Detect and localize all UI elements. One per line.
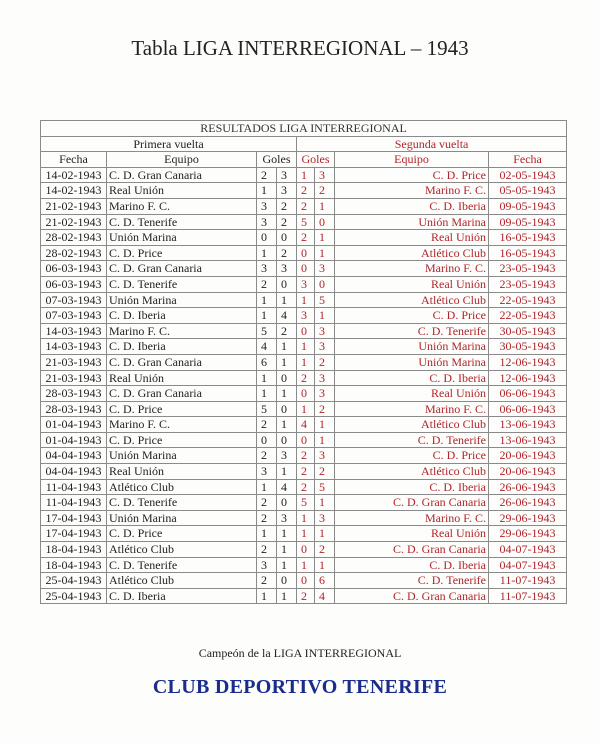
second-round-date: 13-06-1943 [489,432,567,448]
second-round-goals-home: 1 [297,354,315,370]
first-round-date: 28-03-1943 [41,386,107,402]
second-round-date: 06-06-1943 [489,386,567,402]
first-round-date: 18-04-1943 [41,557,107,573]
first-round-header: Primera vuelta [41,136,297,152]
first-round-goals-away: 4 [277,308,297,324]
first-round-goals-away: 3 [277,183,297,199]
first-round-goals-home: 5 [257,401,277,417]
champion-name: CLUB DEPORTIVO TENERIFE [152,676,448,698]
second-round-goals-home: 2 [297,588,315,604]
second-round-goals-home: 1 [297,557,315,573]
col-date-first: Fecha [41,152,107,168]
first-round-goals-away: 0 [277,432,297,448]
second-round-goals-home: 0 [297,542,315,558]
second-round-date: 09-05-1943 [489,214,567,230]
first-round-goals-home: 1 [257,245,277,261]
first-round-goals-away: 0 [277,370,297,386]
second-round-goals-away: 1 [315,198,335,214]
first-round-goals-home: 1 [257,308,277,324]
first-round-goals-away: 3 [277,167,297,183]
first-round-team: Real Unión [107,464,257,480]
first-round-goals-away: 0 [277,495,297,511]
first-round-goals-home: 2 [257,276,277,292]
first-round-team: Marino F. C. [107,198,257,214]
second-round-team: Atlético Club [335,417,489,433]
first-round-team: Atlético Club [107,542,257,558]
first-round-date: 17-04-1943 [41,510,107,526]
second-round-goals-away: 3 [315,261,335,277]
first-round-date: 04-04-1943 [41,448,107,464]
table-row [41,573,567,589]
second-round-date: 26-06-1943 [489,479,567,495]
first-round-goals-away: 3 [277,261,297,277]
first-round-team: C. D. Iberia [107,308,257,324]
first-round-goals-away: 3 [277,448,297,464]
first-round-team: Atlético Club [107,573,257,589]
second-round-date: 12-06-1943 [489,354,567,370]
first-round-goals-home: 1 [257,292,277,308]
first-round-goals-away: 0 [277,573,297,589]
second-round-goals-away: 1 [315,308,335,324]
second-round-goals-away: 2 [315,464,335,480]
second-round-team: Marino F. C. [335,510,489,526]
first-round-team: Real Unión [107,183,257,199]
second-round-team: Marino F. C. [335,401,489,417]
table-row [41,588,567,604]
first-round-goals-away: 2 [277,214,297,230]
table-row [41,167,567,183]
second-round-goals-away: 1 [315,245,335,261]
second-round-goals-home: 0 [297,386,315,402]
second-round-team: Atlético Club [335,245,489,261]
first-round-goals-away: 1 [277,464,297,480]
second-round-goals-home: 2 [297,183,315,199]
second-round-team: C. D. Iberia [335,479,489,495]
second-round-date: 22-05-1943 [489,292,567,308]
first-round-goals-home: 2 [257,573,277,589]
second-round-team: C. D. Tenerife [335,323,489,339]
second-round-date: 11-07-1943 [489,573,567,589]
second-round-date: 30-05-1943 [489,339,567,355]
first-round-date: 28-02-1943 [41,230,107,246]
second-round-date: 06-06-1943 [489,401,567,417]
first-round-date: 06-03-1943 [41,276,107,292]
second-round-goals-home: 1 [297,526,315,542]
table-row [41,557,567,573]
table-row [41,183,567,199]
first-round-goals-home: 2 [257,167,277,183]
first-round-date: 01-04-1943 [41,432,107,448]
first-round-goals-home: 2 [257,448,277,464]
first-round-team: C. D. Tenerife [107,214,257,230]
first-round-goals-away: 1 [277,417,297,433]
first-round-date: 06-03-1943 [41,261,107,277]
second-round-team: Marino F. C. [335,183,489,199]
second-round-team: Marino F. C. [335,261,489,277]
first-round-team: C. D. Tenerife [107,495,257,511]
second-round-goals-away: 2 [315,354,335,370]
second-round-goals-home: 5 [297,495,315,511]
first-round-goals-away: 0 [277,230,297,246]
second-round-goals-home: 1 [297,401,315,417]
first-round-date: 28-02-1943 [41,245,107,261]
first-round-team: C. D. Gran Canaria [107,386,257,402]
second-round-goals-away: 3 [315,323,335,339]
second-round-team: C. D. Tenerife [335,573,489,589]
second-round-team: C. D. Gran Canaria [335,495,489,511]
second-round-goals-away: 2 [315,183,335,199]
first-round-goals-away: 2 [277,245,297,261]
first-round-goals-away: 1 [277,557,297,573]
first-round-date: 21-02-1943 [41,214,107,230]
first-round-goals-away: 4 [277,479,297,495]
second-round-goals-home: 3 [297,308,315,324]
second-round-goals-home: 0 [297,261,315,277]
second-round-goals-away: 3 [315,167,335,183]
first-round-date: 21-02-1943 [41,198,107,214]
second-round-header: Segunda vuelta [297,136,567,152]
second-round-goals-away: 1 [315,417,335,433]
col-team-second: Equipo [335,152,489,168]
second-round-goals-away: 1 [315,230,335,246]
second-round-goals-home: 0 [297,432,315,448]
second-round-goals-home: 2 [297,370,315,386]
second-round-team: C. D. Tenerife [335,432,489,448]
second-round-goals-home: 1 [297,292,315,308]
first-round-goals-away: 2 [277,323,297,339]
first-round-date: 04-04-1943 [41,464,107,480]
table-row [41,308,567,324]
first-round-team: Atlético Club [107,479,257,495]
second-round-goals-away: 3 [315,448,335,464]
first-round-goals-away: 1 [277,542,297,558]
table-row [41,276,567,292]
second-round-goals-away: 5 [315,292,335,308]
first-round-team: C. D. Gran Canaria [107,354,257,370]
first-round-date: 11-04-1943 [41,479,107,495]
first-round-goals-home: 5 [257,323,277,339]
first-round-goals-home: 1 [257,370,277,386]
table-row [41,448,567,464]
first-round-team: Marino F. C. [107,417,257,433]
second-round-goals-away: 0 [315,276,335,292]
first-round-goals-home: 1 [257,588,277,604]
first-round-goals-home: 3 [257,261,277,277]
table-row [41,339,567,355]
first-round-team: C. D. Price [107,432,257,448]
second-round-date: 02-05-1943 [489,167,567,183]
first-round-team: C. D. Gran Canaria [107,261,257,277]
table-row [41,542,567,558]
second-round-goals-home: 0 [297,323,315,339]
second-round-date: 16-05-1943 [489,230,567,246]
page-title: Tabla LIGA INTERREGIONAL – 1943 [131,36,469,60]
first-round-team: C. D. Tenerife [107,276,257,292]
table-row [41,245,567,261]
first-round-goals-home: 2 [257,510,277,526]
second-round-goals-home: 0 [297,245,315,261]
second-round-team: Unión Marina [335,214,489,230]
second-round-team: Atlético Club [335,464,489,480]
first-round-team: C. D. Iberia [107,339,257,355]
first-round-goals-home: 3 [257,464,277,480]
first-round-date: 28-03-1943 [41,401,107,417]
champion-label: Campeón de la LIGA INTERREGIONAL [198,646,402,660]
first-round-date: 14-02-1943 [41,183,107,199]
first-round-goals-away: 2 [277,198,297,214]
second-round-goals-home: 1 [297,339,315,355]
first-round-date: 11-04-1943 [41,495,107,511]
second-round-date: 29-06-1943 [489,510,567,526]
second-round-goals-home: 4 [297,417,315,433]
table-row [41,198,567,214]
second-round-goals-away: 3 [315,339,335,355]
second-round-date: 16-05-1943 [489,245,567,261]
table-row [41,261,567,277]
first-round-goals-home: 1 [257,526,277,542]
table-row [41,526,567,542]
table-row [41,354,567,370]
first-round-goals-home: 4 [257,339,277,355]
table-row [41,510,567,526]
table-row [41,214,567,230]
table-row [41,370,567,386]
first-round-date: 21-03-1943 [41,370,107,386]
second-round-date: 20-06-1943 [489,464,567,480]
first-round-goals-home: 0 [257,432,277,448]
second-round-team: Real Unión [335,386,489,402]
first-round-team: Marino F. C. [107,323,257,339]
first-round-goals-home: 3 [257,214,277,230]
first-round-team: Unión Marina [107,292,257,308]
first-round-team: Unión Marina [107,230,257,246]
col-date-second: Fecha [489,152,567,168]
first-round-goals-home: 1 [257,479,277,495]
first-round-goals-home: 2 [257,417,277,433]
second-round-team: C. D. Price [335,308,489,324]
second-round-date: 20-06-1943 [489,448,567,464]
second-round-goals-home: 2 [297,448,315,464]
results-table [40,120,567,604]
second-round-date: 12-06-1943 [489,370,567,386]
first-round-goals-away: 1 [277,386,297,402]
first-round-goals-home: 6 [257,354,277,370]
second-round-team: Real Unión [335,526,489,542]
second-round-goals-away: 1 [315,526,335,542]
first-round-date: 25-04-1943 [41,573,107,589]
first-round-goals-away: 3 [277,510,297,526]
first-round-goals-away: 1 [277,588,297,604]
second-round-date: 23-05-1943 [489,276,567,292]
second-round-goals-away: 3 [315,510,335,526]
first-round-goals-away: 0 [277,401,297,417]
second-round-goals-away: 2 [315,542,335,558]
second-round-team: Atlético Club [335,292,489,308]
second-round-goals-home: 2 [297,198,315,214]
first-round-date: 25-04-1943 [41,588,107,604]
table-row [41,292,567,308]
first-round-date: 18-04-1943 [41,542,107,558]
second-round-date: 13-06-1943 [489,417,567,433]
first-round-goals-home: 2 [257,542,277,558]
second-round-goals-away: 6 [315,573,335,589]
first-round-goals-away: 0 [277,276,297,292]
second-round-team: C. D. Gran Canaria [335,542,489,558]
second-round-date: 26-06-1943 [489,495,567,511]
table-row [41,401,567,417]
table-caption: RESULTADOS LIGA INTERREGIONAL [41,121,567,137]
first-round-team: Unión Marina [107,448,257,464]
second-round-goals-home: 0 [297,573,315,589]
table-row [41,479,567,495]
second-round-date: 04-07-1943 [489,542,567,558]
first-round-goals-home: 1 [257,183,277,199]
second-round-goals-home: 2 [297,479,315,495]
second-round-team: C. D. Gran Canaria [335,588,489,604]
second-round-date: 05-05-1943 [489,183,567,199]
first-round-team: Unión Marina [107,510,257,526]
second-round-date: 09-05-1943 [489,198,567,214]
second-round-team: Unión Marina [335,354,489,370]
table-row [41,230,567,246]
first-round-date: 14-03-1943 [41,339,107,355]
first-round-goals-away: 1 [277,292,297,308]
first-round-team: C. D. Price [107,245,257,261]
table-row [41,495,567,511]
second-round-team: Real Unión [335,276,489,292]
second-round-goals-home: 2 [297,464,315,480]
first-round-team: C. D. Price [107,526,257,542]
second-round-date: 04-07-1943 [489,557,567,573]
first-round-goals-away: 1 [277,526,297,542]
col-goals-first: Goles [257,152,297,168]
first-round-goals-home: 3 [257,198,277,214]
second-round-team: C. D. Iberia [335,198,489,214]
first-round-goals-away: 1 [277,354,297,370]
first-round-date: 21-03-1943 [41,354,107,370]
second-round-goals-away: 1 [315,557,335,573]
first-round-goals-home: 1 [257,386,277,402]
second-round-team: Unión Marina [335,339,489,355]
second-round-goals-away: 5 [315,479,335,495]
first-round-team: C. D. Iberia [107,588,257,604]
second-round-date: 29-06-1943 [489,526,567,542]
table-row [41,464,567,480]
first-round-team: C. D. Gran Canaria [107,167,257,183]
second-round-goals-away: 1 [315,495,335,511]
second-round-goals-away: 1 [315,432,335,448]
second-round-goals-away: 3 [315,386,335,402]
first-round-date: 01-04-1943 [41,417,107,433]
first-round-date: 17-04-1943 [41,526,107,542]
table-row [41,432,567,448]
table-row [41,386,567,402]
second-round-goals-away: 4 [315,588,335,604]
col-team-first: Equipo [107,152,257,168]
second-round-goals-home: 1 [297,510,315,526]
first-round-goals-home: 3 [257,557,277,573]
second-round-date: 30-05-1943 [489,323,567,339]
second-round-goals-away: 0 [315,214,335,230]
second-round-goals-away: 3 [315,370,335,386]
second-round-date: 11-07-1943 [489,588,567,604]
second-round-goals-home: 5 [297,214,315,230]
first-round-date: 07-03-1943 [41,292,107,308]
second-round-goals-home: 1 [297,167,315,183]
first-round-date: 14-03-1943 [41,323,107,339]
second-round-team: Real Unión [335,230,489,246]
second-round-team: C. D. Price [335,448,489,464]
second-round-goals-away: 2 [315,401,335,417]
col-goals-second: Goles [297,152,335,168]
second-round-goals-home: 2 [297,230,315,246]
first-round-date: 07-03-1943 [41,308,107,324]
first-round-team: Real Unión [107,370,257,386]
first-round-goals-home: 0 [257,230,277,246]
table-row [41,323,567,339]
second-round-team: C. D. Iberia [335,370,489,386]
first-round-goals-away: 1 [277,339,297,355]
first-round-goals-home: 2 [257,495,277,511]
second-round-goals-home: 3 [297,276,315,292]
first-round-team: C. D. Tenerife [107,557,257,573]
second-round-date: 22-05-1943 [489,308,567,324]
first-round-team: C. D. Price [107,401,257,417]
first-round-date: 14-02-1943 [41,167,107,183]
second-round-team: C. D. Iberia [335,557,489,573]
second-round-date: 23-05-1943 [489,261,567,277]
second-round-team: C. D. Price [335,167,489,183]
table-row [41,417,567,433]
